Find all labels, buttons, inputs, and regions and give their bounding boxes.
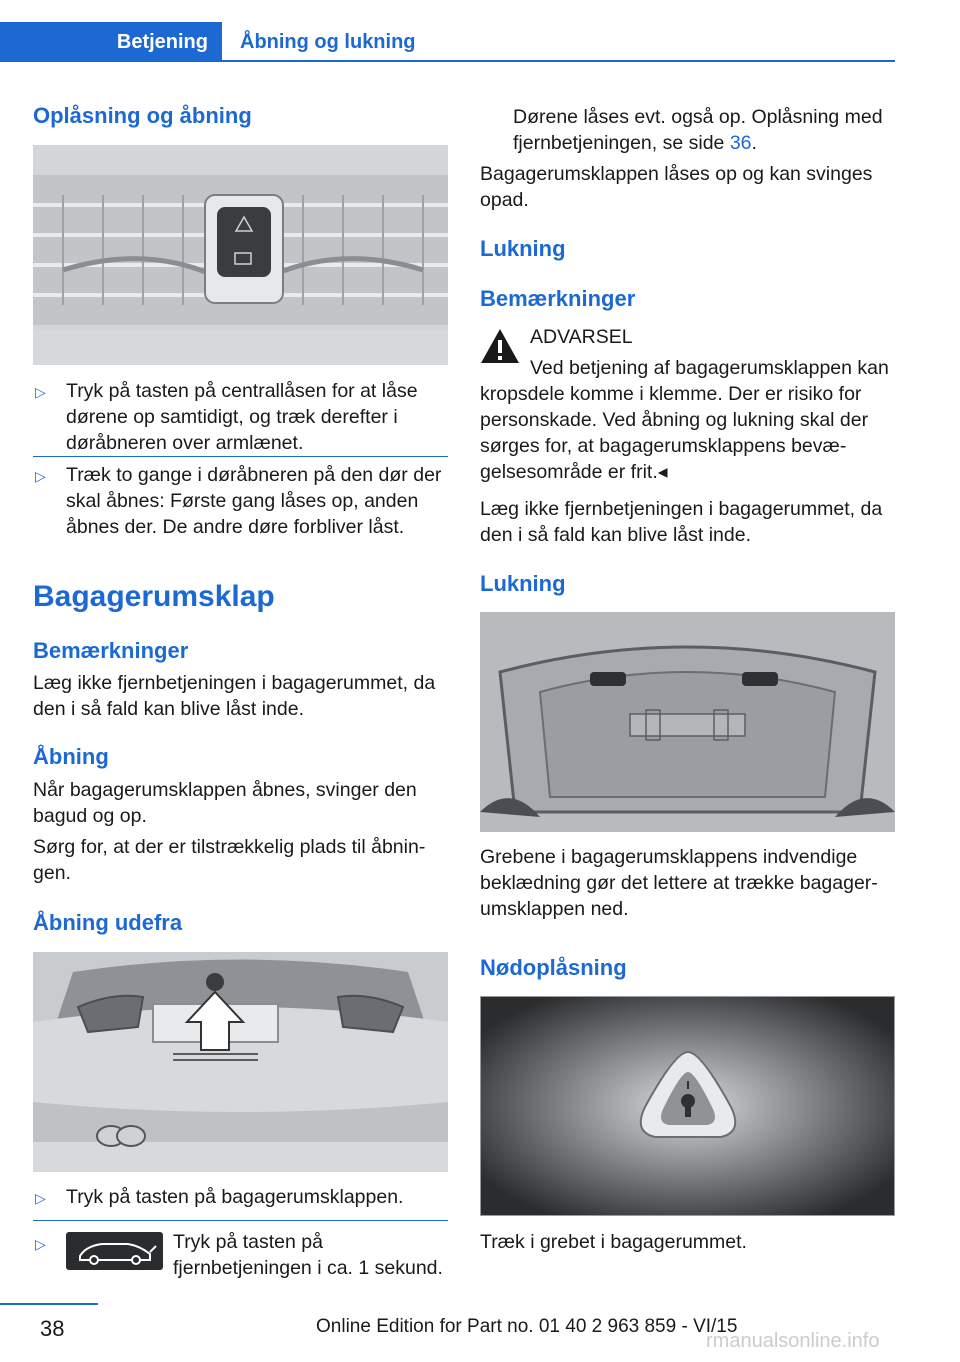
heading-closing: Lukning xyxy=(480,236,566,261)
intro-text-pre: Dørene låses evt. også op. Oplåsning med fjernbetjeningen, se side xyxy=(513,106,883,154)
heading-unlock-open: Oplåsning og åbning xyxy=(33,103,252,128)
heading-closing-2: Lukning xyxy=(480,571,566,596)
warning-title: ADVARSEL xyxy=(530,326,633,348)
figure-car-rear xyxy=(33,952,448,1172)
remote-note-text: Læg ikke fjernbetjeningen i bagagerummet, da den i så fald kan blive låst inde. xyxy=(480,498,883,546)
heading-opening: Åbning xyxy=(33,744,109,769)
figure-emergency-release xyxy=(480,996,895,1216)
remote-trunk-button-icon xyxy=(66,1232,163,1270)
trunk-interior-illustration xyxy=(480,612,895,832)
bullet-marker: ▷ xyxy=(35,1190,46,1206)
bullet-divider xyxy=(33,1220,448,1221)
warning-text: Ved betjening af bagagerumsklappen kan kropsdele komme i klemme. Der er risiko for personskade. Ved åbning og lukning skal der sørges for, at bagagerumsklappens bevæ-gelsesområde er frit.◂ xyxy=(480,357,889,483)
notes-text: Læg ikke fjernbetjeningen i bagagerummet, da den i så fald kan blive låst inde. xyxy=(33,672,436,720)
header-subsection-tab[interactable]: Åbning og lukning xyxy=(240,31,416,53)
trunk-unlock-text: Bagagerumsklappen låses op og kan svinges opad. xyxy=(480,163,873,211)
emergency-text: Træk i grebet i bagagerummet. xyxy=(480,1231,747,1253)
central-lock-illustration xyxy=(33,145,448,365)
heading-notes: Bemærkninger xyxy=(33,638,189,663)
car-rear-illustration xyxy=(33,952,448,1172)
grips-text: Grebene i bagagerumsklappens indvendige beklædning gør det lettere at trække bagager-umsklappen ned. xyxy=(480,846,878,920)
bullet-marker: ▷ xyxy=(35,468,46,484)
footer-rule xyxy=(0,1303,98,1305)
bullet-marker: ▷ xyxy=(35,384,46,400)
watermark-text: rmanualsonline.info xyxy=(706,1330,880,1352)
bullet-text-remote: Tryk på tasten på fjernbetjeningen i ca. 1 sekund. xyxy=(173,1231,443,1279)
bullet-divider xyxy=(33,456,448,457)
emergency-release-illustration xyxy=(481,997,894,1215)
heading-emergency-unlock: Nødoplåsning xyxy=(480,955,627,980)
page-number: 38 xyxy=(40,1316,65,1341)
opening-text-1: Når bagagerumsklappen åbnes, svinger den bagud og op. xyxy=(33,779,417,827)
header-section-tab[interactable]: Betjening xyxy=(0,22,222,62)
bullet-text-trunk-button: Tryk på tasten på bagagerumsklappen. xyxy=(66,1186,404,1208)
heading-notes-right: Bemærkninger xyxy=(480,286,636,311)
page-link-36[interactable]: 36 xyxy=(729,132,752,154)
heading-open-from-outside: Åbning udefra xyxy=(33,910,183,935)
page-header xyxy=(0,22,895,62)
header-rule xyxy=(0,60,895,62)
footer-edition-text: Online Edition for Part no. 01 40 2 963 859 - VI/15 xyxy=(316,1316,738,1337)
bullet-text-central-lock: Tryk på tasten på centrallåsen for at låse dørene op samtidigt, og træk derefter i døråbneren over armlænet. xyxy=(66,380,418,454)
figure-trunk-interior xyxy=(480,612,895,832)
figure-central-lock xyxy=(33,145,448,365)
intro-text-post: . xyxy=(751,132,757,154)
intro-text xyxy=(513,104,895,156)
opening-text-2: Sørg for, at der er tilstrækkelig plads til åbnin-gen. xyxy=(33,836,426,884)
bullet-marker: ▷ xyxy=(35,1236,46,1252)
bullet-text-door-opener: Træk to gange i døråbneren på den dør der skal åbnes: Første gang låses op, anden åbnes der. De andre døre forbliver låst. xyxy=(66,464,442,538)
section-title-trunk-lid: Bagagerumsklap xyxy=(33,580,275,613)
